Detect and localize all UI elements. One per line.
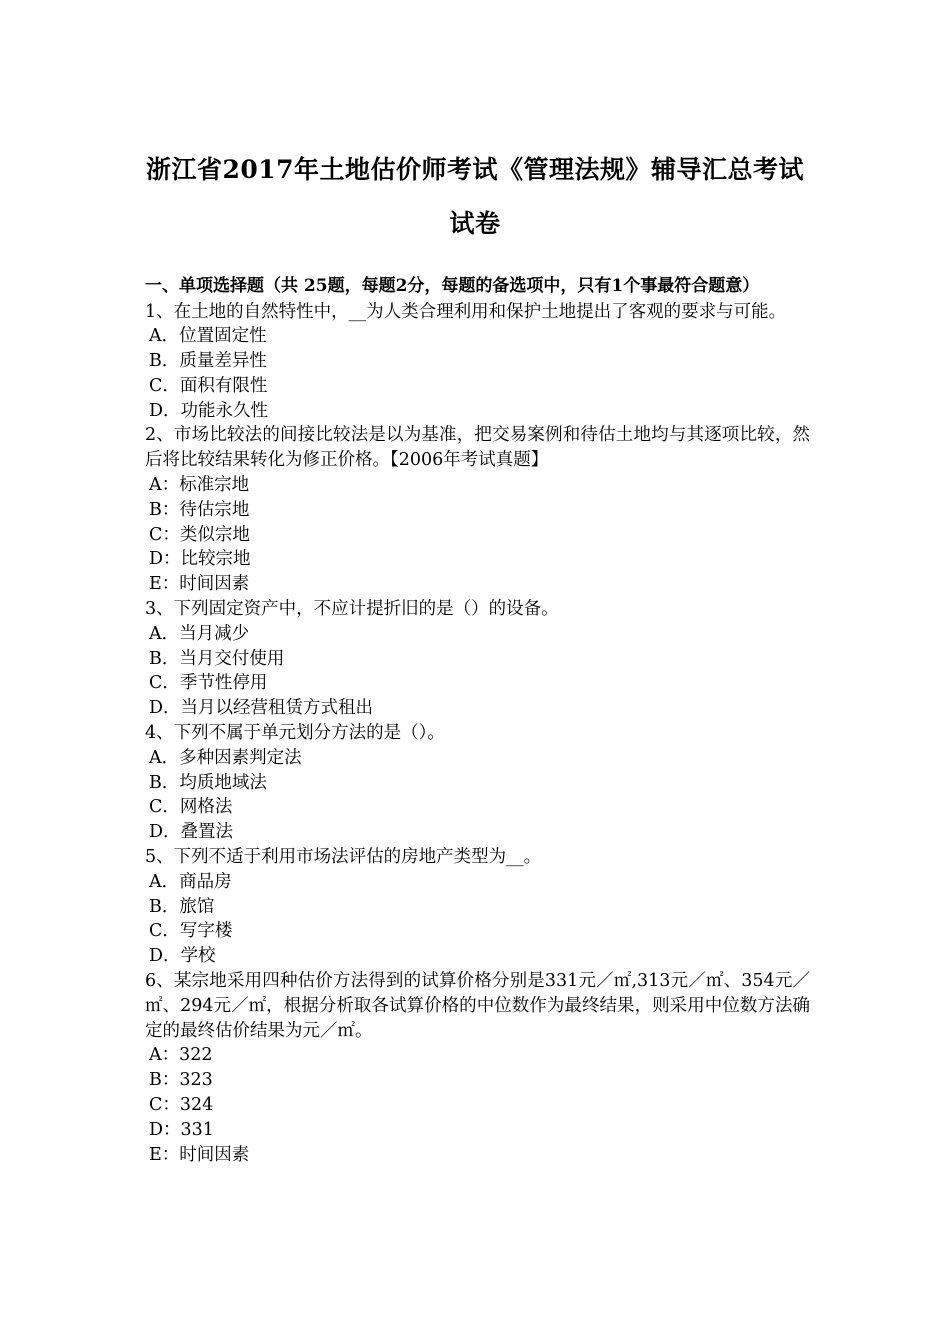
document-body [145, 275, 810, 1167]
option: A．商品房 [149, 871, 232, 892]
option: B．旅馆 [149, 896, 215, 917]
question-text: 5、下列不适于利用市场法评估的房地产类型为__。 [145, 847, 542, 868]
option: D．当月以经营租赁方式租出 [149, 698, 374, 719]
section-heading: 一、单项选择题（共 25题，每题2分，每题的备选项中，只有1个事最符合题意） [145, 276, 760, 296]
question-5 [145, 845, 810, 969]
option: B．均质地域法 [149, 772, 267, 793]
option: D．叠置法 [149, 822, 234, 843]
question-4 [145, 721, 810, 845]
option: E：时间因素 [149, 1144, 250, 1165]
document-title-line-2: 试卷 [449, 209, 501, 238]
option: A：标准宗地 [149, 475, 250, 496]
question-text: 6、某宗地采用四种估价方法得到的试算价格分别是331元／㎡,313元／㎡、354元／㎡、294元／㎡，根据分析取各试算价格的中位数作为最终结果，则采用中位数方法确定的最终估价结果为元／㎡。 [145, 971, 810, 1041]
question-text: 2、市场比较法的间接比较法是以为基准，把交易案例和待估土地均与其逐项比较，然后将比较结果转化为修正价格。【2006年考试真题】 [145, 425, 810, 471]
question-text: 1、在土地的自然特性中，__为人类合理利用和保护土地提出了客观的要求与可能。 [145, 301, 787, 322]
option: D．学校 [149, 946, 216, 967]
option: C．面积有限性 [149, 375, 268, 396]
option: B：待估宗地 [149, 499, 250, 520]
option: C．网格法 [149, 797, 233, 818]
option: B：323 [149, 1070, 213, 1091]
option: C．季节性停用 [149, 673, 268, 694]
option: D：比较宗地 [149, 549, 251, 570]
question-text: 4、下列不属于单元划分方法的是（）。 [145, 723, 445, 744]
option: E：时间因素 [149, 574, 250, 595]
question-3 [145, 597, 810, 721]
question-2 [145, 423, 810, 597]
option: C．写字楼 [149, 921, 233, 942]
question-text: 3、下列固定资产中，不应计提折旧的是（）的设备。 [145, 599, 559, 620]
document-title-line-1: 浙江省2017年土地估价师考试《管理法规》辅导汇总考试 [145, 155, 805, 184]
option: B．质量差异性 [149, 351, 267, 372]
option: D．功能永久性 [149, 400, 269, 421]
option: A：322 [149, 1045, 213, 1066]
option: A．当月减少 [149, 623, 250, 644]
question-6 [145, 969, 810, 1167]
option: C：324 [149, 1095, 214, 1115]
option: B．当月交付使用 [149, 648, 285, 669]
option: A．多种因素判定法 [149, 747, 302, 768]
option: D：331 [149, 1119, 214, 1140]
option: C：类似宗地 [149, 524, 250, 545]
option: A．位置固定性 [149, 326, 267, 347]
question-1 [145, 300, 810, 424]
